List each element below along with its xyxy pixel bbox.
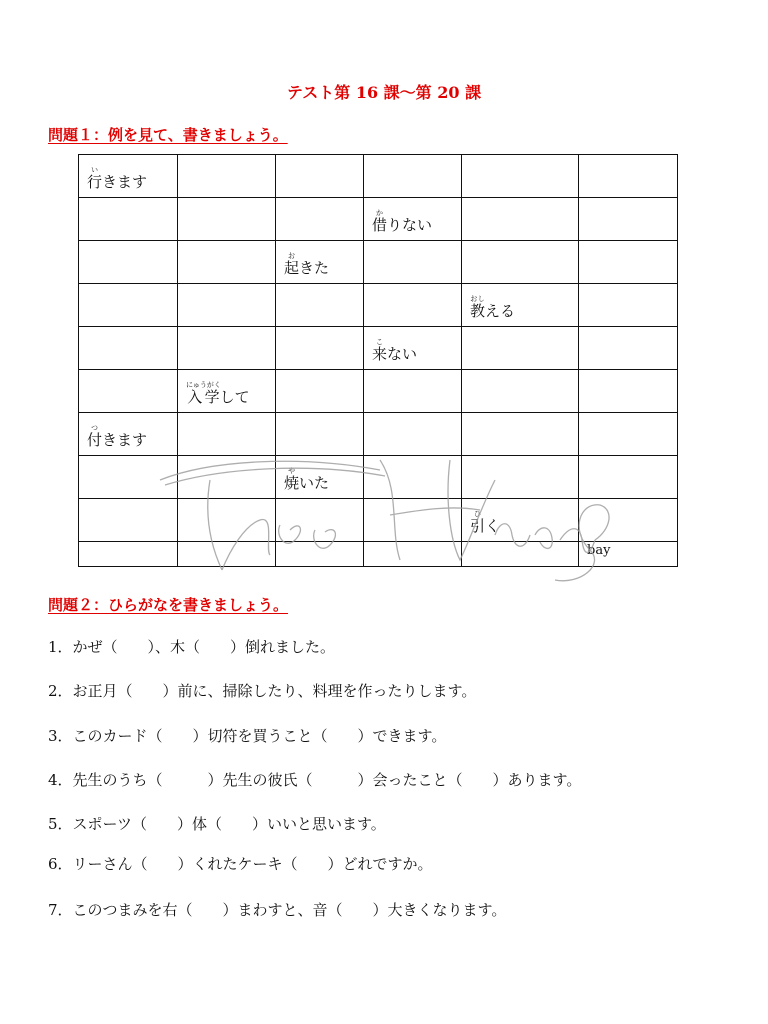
furigana-reading: い	[87, 166, 102, 174]
table-cell	[178, 499, 276, 542]
table-cell	[178, 284, 276, 327]
furigana-reading: や	[284, 467, 299, 475]
table-cell	[364, 456, 462, 499]
table-cell	[579, 413, 678, 456]
table-cell	[178, 198, 276, 241]
table-cell	[79, 542, 178, 567]
table-row	[79, 542, 678, 567]
table-cell	[462, 370, 579, 413]
table-cell	[79, 413, 178, 456]
table-cell	[276, 413, 364, 456]
question-item: 7．このつまみを右（ ）まわすと、音（ ）大きくなります。	[48, 901, 507, 919]
furigana-ruby: 行い	[87, 166, 103, 191]
furigana-ruby: 教おし	[470, 295, 486, 320]
table-cell	[178, 155, 276, 198]
furigana-reading: おし	[470, 295, 486, 303]
section1-heading: 問題１：例を見て、書きましょう。	[48, 126, 288, 144]
furigana-ruby: 引ひ	[470, 510, 486, 535]
table-cell	[364, 499, 462, 542]
table-cell	[276, 370, 364, 413]
furigana-reading: つ	[87, 424, 102, 432]
furigana-ruby: 借か	[372, 209, 388, 234]
table-cell	[79, 327, 178, 370]
table-cell	[178, 241, 276, 284]
table-cell	[364, 241, 462, 284]
table-cell-word: 来こない	[372, 338, 418, 363]
table-cell	[79, 499, 178, 542]
table-cell	[462, 327, 579, 370]
table-row	[79, 284, 678, 327]
table-cell	[79, 284, 178, 327]
table-cell	[276, 155, 364, 198]
table-cell	[276, 284, 364, 327]
furigana-ruby: 入学にゅうがく	[186, 381, 221, 406]
table-cell	[276, 456, 364, 499]
table-cell-word: 焼やいた	[284, 467, 330, 492]
table-cell	[79, 155, 178, 198]
table-cell	[276, 327, 364, 370]
furigana-ruby: 付つ	[87, 424, 103, 449]
table-cell	[79, 241, 178, 284]
table-cell-word: 付つきます	[87, 424, 148, 449]
table-cell	[462, 413, 579, 456]
table-cell	[579, 499, 678, 542]
table-cell	[276, 499, 364, 542]
furigana-reading: か	[372, 209, 387, 217]
table-cell-word: 教おしえる	[470, 295, 516, 320]
table-cell	[364, 413, 462, 456]
table-cell	[364, 284, 462, 327]
table-cell-word: 引ひく	[470, 510, 501, 535]
table-cell	[364, 542, 462, 567]
table-row	[79, 499, 678, 542]
table-cell	[462, 198, 579, 241]
table-cell	[462, 499, 579, 542]
table-row	[79, 456, 678, 499]
table-cell	[462, 284, 579, 327]
question-item: 4．先生のうち（ ）先生の彼氏（ ）会ったこと（ ）あります。	[48, 771, 582, 789]
table-cell	[79, 370, 178, 413]
table-cell	[579, 542, 678, 567]
table-cell	[462, 155, 579, 198]
question-item: 2．お正月（ ）前に、掃除したり、料理を作ったりします。	[48, 682, 477, 700]
table-cell	[79, 456, 178, 499]
table-cell	[364, 327, 462, 370]
table-row	[79, 241, 678, 284]
table-cell	[579, 370, 678, 413]
table-cell	[276, 241, 364, 284]
table-cell	[579, 284, 678, 327]
table-row	[79, 413, 678, 456]
furigana-ruby: 焼や	[284, 467, 300, 492]
furigana-reading: お	[284, 252, 299, 260]
table-cell	[462, 456, 579, 499]
question-item: 1．かぜ（ ）、木（ ）倒れました。	[48, 638, 336, 656]
table-row	[79, 327, 678, 370]
section2-heading: 問題２：ひらがなを書きましょう。	[48, 596, 289, 614]
table-cell	[178, 542, 276, 567]
furigana-reading: ひ	[470, 510, 485, 518]
table-row	[79, 155, 678, 198]
table-cell	[276, 198, 364, 241]
question-item: 5．スポーツ（ ）体（ ）いいと思います。	[48, 815, 386, 833]
table-cell	[178, 327, 276, 370]
table-cell	[579, 155, 678, 198]
table-cell	[276, 542, 364, 567]
table-cell-word: 起おきた	[284, 252, 330, 277]
table-cell-word: bay	[587, 543, 611, 558]
table-cell	[178, 456, 276, 499]
furigana-reading: にゅうがく	[186, 381, 221, 389]
question-item: 3．このカード（ ）切符を買うこと（ ）できます。	[48, 727, 447, 745]
table-row	[79, 198, 678, 241]
conjugation-table	[78, 154, 678, 567]
furigana-reading: こ	[372, 338, 387, 346]
table-cell	[579, 241, 678, 284]
furigana-ruby: 来こ	[372, 338, 388, 363]
table-cell	[579, 198, 678, 241]
table-cell	[178, 370, 276, 413]
furigana-ruby: 起お	[284, 252, 300, 277]
table-cell	[79, 198, 178, 241]
table-row	[79, 370, 678, 413]
table-cell	[579, 456, 678, 499]
test-title: テスト第 16 課〜第 20 課	[286, 83, 482, 102]
table-cell-word: 入学にゅうがくして	[186, 381, 250, 406]
table-cell	[579, 327, 678, 370]
table-cell	[462, 542, 579, 567]
question-item: 6．リーさん（ ）くれたケーキ（ ）どれですか。	[48, 855, 433, 873]
table-cell	[178, 413, 276, 456]
table-cell	[462, 241, 579, 284]
table-cell-word: 行いきます	[87, 166, 148, 191]
table-cell	[364, 370, 462, 413]
table-cell-word: 借かりない	[372, 209, 433, 234]
table-cell	[364, 198, 462, 241]
table-cell	[364, 155, 462, 198]
